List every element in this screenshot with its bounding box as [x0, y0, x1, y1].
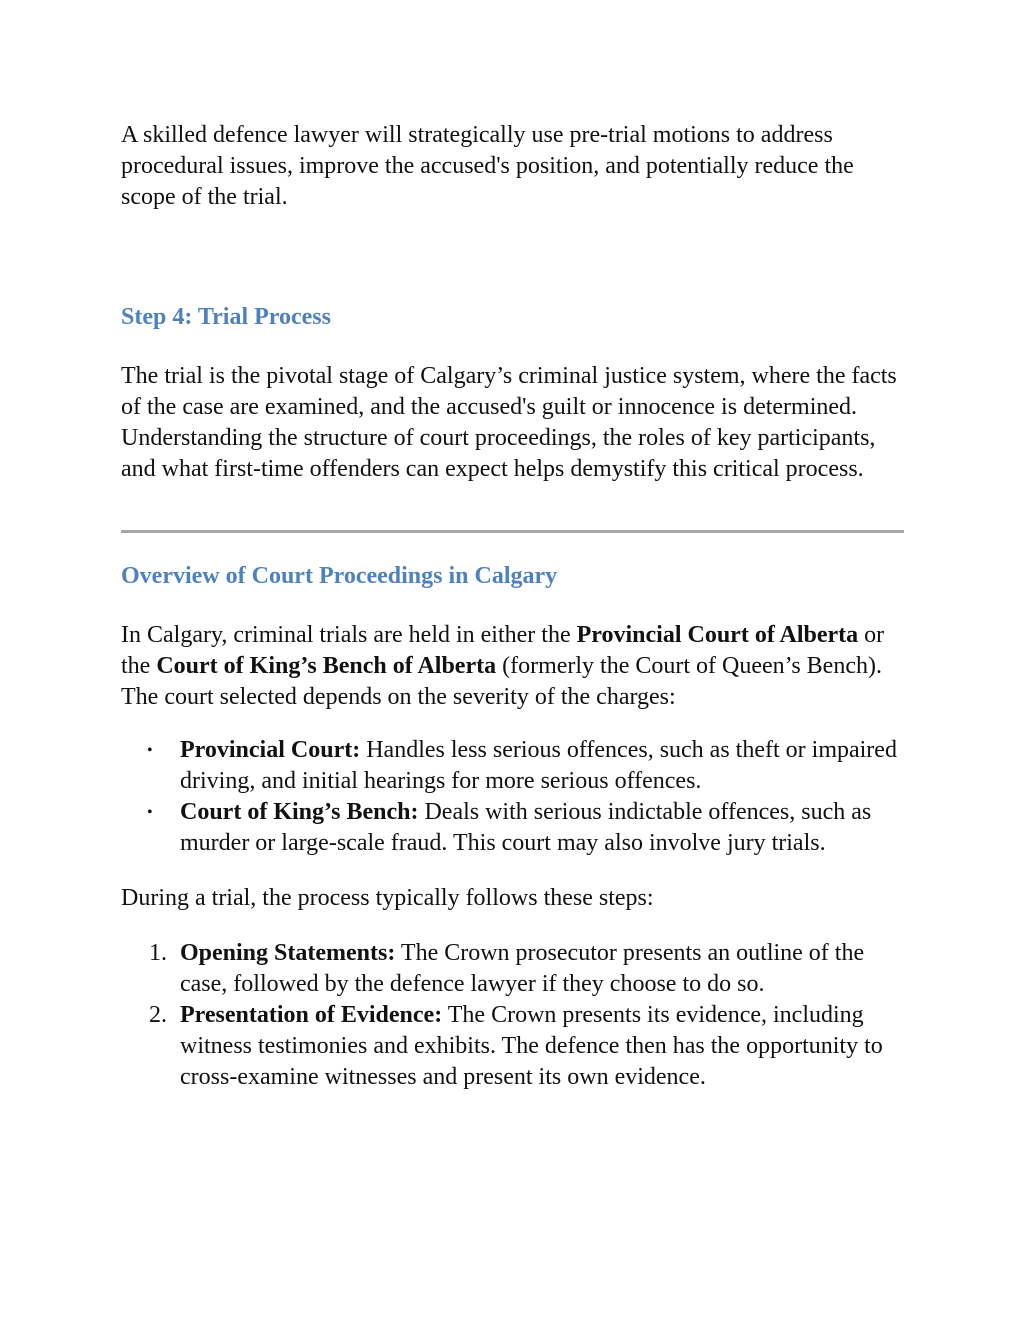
list-item-text: The Crown presents its evidence, including witness testimonies and exhibits. The defence then has the opportunity to cross-examine witnesses and present its own evidence.	[180, 1002, 883, 1090]
overview-text-1: In Calgary, criminal trials are held in either the	[121, 622, 577, 648]
document-page	[121, 120, 911, 1093]
list-item	[121, 938, 911, 1000]
bullet-icon: •	[147, 742, 153, 759]
list-item	[121, 797, 911, 859]
horizontal-divider	[121, 530, 904, 533]
list-item-term: Presentation of Evidence:	[180, 1002, 443, 1028]
list-item-text: Deals with serious indictable offences, such as murder or large-scale fraud. This court may also involve jury trials.	[180, 799, 872, 856]
court-types-list	[121, 735, 911, 859]
step4-heading: Step 4: Trial Process	[121, 304, 331, 330]
overview-text-2: or the	[121, 622, 885, 679]
list-item-text: Handles less serious offences, such as theft or impaired driving, and initial hearings for more serious offences.	[180, 737, 897, 794]
list-item	[121, 735, 911, 797]
list-item-term: Opening Statements:	[180, 940, 396, 966]
list-item-term: Court of King’s Bench:	[180, 799, 419, 825]
list-item-number: 2.	[149, 1002, 167, 1028]
list-item	[121, 1000, 911, 1093]
list-item-text: The Crown prosecutor presents an outline of the case, followed by the defence lawyer if they choose to do so.	[180, 940, 865, 997]
provincial-court-term: Provincial Court of Alberta	[576, 622, 859, 648]
bullet-icon: •	[147, 804, 153, 821]
list-item-term: Provincial Court:	[180, 737, 361, 763]
overview-paragraph	[121, 620, 911, 713]
intro-paragraph: A skilled defence lawyer will strategically use pre-trial motions to address procedural issues, improve the accused's position, and potentially reduce the scope of the trial.	[121, 122, 854, 210]
list-item-number: 1.	[149, 940, 167, 966]
overview-heading: Overview of Court Proceedings in Calgary	[121, 563, 558, 589]
steps-intro-paragraph: During a trial, the process typically follows these steps:	[121, 885, 654, 911]
overview-text-3: (formerly the Court of Queen’s Bench). The court selected depends on the severity of the charges:	[121, 653, 882, 710]
kings-bench-term: Court of King’s Bench of Alberta	[156, 653, 497, 679]
trial-steps-list	[121, 938, 911, 1093]
step4-paragraph: The trial is the pivotal stage of Calgary’s criminal justice system, where the facts of the case are examined, and the accused's guilt or innocence is determined. Understanding the structure of court proceedings, the roles of key participants, and what first-time offenders can expect helps demystify this critical process.	[121, 363, 897, 482]
